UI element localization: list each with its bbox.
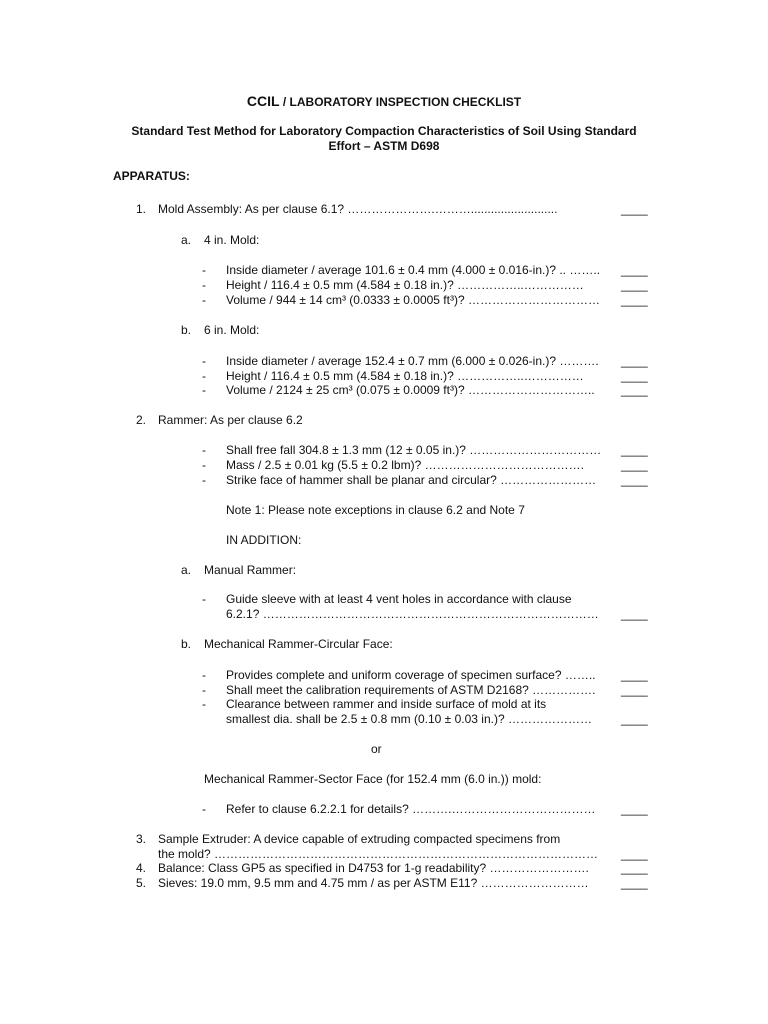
checklist-line — [0, 202, 768, 216]
item-number: b. — [181, 323, 192, 337]
item-text: Sieves: 19.0 mm, 9.5 mm and 4.75 mm / as per ASTM E11? ……………………… — [158, 876, 589, 890]
item-number: a. — [181, 563, 192, 577]
answer-blank: ____ — [621, 876, 648, 890]
bullet-dash: - — [202, 802, 206, 816]
item-text: or — [371, 742, 382, 756]
item-text: Shall free fall 304.8 ± 1.3 mm (12 ± 0.05 in.)? …………………………… — [226, 443, 602, 457]
item-text: Volume / 2124 ± 25 cm³ (0.075 ± 0.0009 ft³)? ………………………….. — [226, 383, 595, 397]
checklist-line — [0, 383, 768, 397]
subtitle-line-2: Effort – ASTM D698 — [328, 139, 440, 153]
checklist-line — [0, 668, 768, 682]
item-text: Height / 116.4 ± 0.5 mm (4.584 ± 0.18 in.)? ……………..…………… — [226, 278, 584, 292]
checklist-line — [0, 772, 768, 786]
bullet-dash: - — [202, 683, 206, 697]
answer-blank: ____ — [621, 668, 648, 682]
checklist-line — [0, 354, 768, 368]
section-heading-apparatus: APPARATUS: — [113, 169, 190, 183]
answer-blank: ____ — [621, 861, 648, 875]
answer-blank: ____ — [621, 802, 648, 816]
checklist-line — [0, 592, 768, 606]
item-text: Mechanical Rammer-Circular Face: — [204, 637, 393, 651]
bullet-dash: - — [202, 354, 206, 368]
bullet-dash: - — [202, 592, 206, 606]
item-text: Mechanical Rammer-Sector Face (for 152.4 mm (6.0 in.)) mold: — [204, 772, 542, 786]
item-number: b. — [181, 637, 192, 651]
checklist-line — [0, 607, 768, 621]
item-text: Height / 116.4 ± 0.5 mm (4.584 ± 0.18 in.)? ……………..…………… — [226, 369, 584, 383]
item-number: 3. — [136, 832, 147, 846]
checklist-line — [0, 712, 768, 726]
answer-blank: ____ — [621, 607, 648, 621]
item-number: 5. — [136, 876, 147, 890]
answer-blank: ____ — [621, 369, 648, 383]
item-text: Refer to clause 6.2.2.1 for details? ……….……………………………… — [226, 802, 596, 816]
item-text: Inside diameter / average 101.6 ± 0.4 mm (4.000 ± 0.016-in.)? .. …….. — [226, 263, 601, 277]
checklist-line — [0, 293, 768, 307]
checklist-line — [0, 832, 768, 846]
answer-blank: ____ — [621, 712, 648, 726]
item-text: Guide sleeve with at least 4 vent holes in accordance with clause — [226, 592, 572, 606]
item-text: Inside diameter / average 152.4 ± 0.7 mm (6.000 ± 0.026-in.)? ………. — [226, 354, 599, 368]
checklist-line — [0, 263, 768, 277]
checklist-line — [0, 847, 768, 861]
title-text: / LABORATORY INSPECTION CHECKLIST — [282, 95, 522, 109]
item-text: Mold Assembly: As per clause 6.1? ………………….……….......................... — [158, 202, 558, 216]
bullet-dash: - — [202, 383, 206, 397]
item-text: Strike face of hammer shall be planar and circular? …………………… — [226, 473, 597, 487]
item-text: Manual Rammer: — [204, 563, 297, 577]
answer-blank: ____ — [621, 683, 648, 697]
answer-blank: ____ — [621, 354, 648, 368]
item-number: 4. — [136, 861, 147, 875]
page-title — [0, 94, 768, 109]
answer-blank: ____ — [621, 473, 648, 487]
bullet-dash: - — [202, 668, 206, 682]
checklist-line — [0, 563, 768, 577]
checklist-line — [0, 861, 768, 875]
item-text: Volume / 944 ± 14 cm³ (0.0333 ± 0.0005 ft³)? …………………………… — [226, 293, 600, 307]
item-text: 6.2.1? ………………………………………………………………………… — [226, 607, 599, 621]
item-text: Mass / 2.5 ± 0.01 kg (5.5 ± 0.2 lbm)? …………………………………. — [226, 458, 584, 472]
item-text: 4 in. Mold: — [204, 233, 260, 247]
item-text: smallest dia. shall be 2.5 ± 0.8 mm (0.10 ± 0.03 in.)? ………………… — [226, 712, 592, 726]
item-text: Note 1: Please note exceptions in clause 6.2 and Note 7 — [226, 503, 525, 517]
item-text: Balance: Class GP5 as specified in D4753 for 1-g readability? ……………………. — [158, 861, 589, 875]
checklist-line — [0, 683, 768, 697]
subtitle-line-1: Standard Test Method for Laboratory Compaction Characteristics of Soil Using Standard — [131, 124, 637, 138]
checklist-line — [0, 473, 768, 487]
checklist-line — [0, 876, 768, 890]
checklist-line — [0, 802, 768, 816]
checklist-line — [0, 503, 768, 517]
org-name: CCIL — [246, 93, 280, 109]
item-number: a. — [181, 233, 192, 247]
bullet-dash: - — [202, 293, 206, 307]
checklist-line — [0, 533, 768, 547]
checklist-line — [0, 323, 768, 337]
item-number: 2. — [136, 413, 147, 427]
checklist-line — [0, 742, 768, 756]
item-text: Rammer: As per clause 6.2 — [158, 413, 303, 427]
answer-blank: ____ — [621, 202, 648, 216]
item-text: Clearance between rammer and inside surface of mold at its — [226, 697, 547, 711]
item-text: the mold? …………………………………………………………………………………… — [158, 847, 599, 861]
item-text: IN ADDITION: — [226, 533, 302, 547]
answer-blank: ____ — [621, 383, 648, 397]
answer-blank: ____ — [621, 847, 648, 861]
answer-blank: ____ — [621, 458, 648, 472]
bullet-dash: - — [202, 697, 206, 711]
bullet-dash: - — [202, 458, 206, 472]
answer-blank: ____ — [621, 293, 648, 307]
item-text: Sample Extruder: A device capable of extruding compacted specimens from — [158, 832, 561, 846]
checklist-line — [0, 458, 768, 472]
answer-blank: ____ — [621, 443, 648, 457]
item-text: 6 in. Mold: — [204, 323, 260, 337]
checklist-line — [0, 443, 768, 457]
item-text: Shall meet the calibration requirements of ASTM D2168? ……………. — [226, 683, 596, 697]
checklist-line — [0, 369, 768, 383]
bullet-dash: - — [202, 369, 206, 383]
answer-blank: ____ — [621, 263, 648, 277]
checklist-line — [0, 637, 768, 651]
bullet-dash: - — [202, 263, 206, 277]
checklist-line — [0, 697, 768, 711]
bullet-dash: - — [202, 473, 206, 487]
bullet-dash: - — [202, 443, 206, 457]
item-number: 1. — [136, 202, 147, 216]
item-text: Provides complete and uniform coverage of specimen surface? …….. — [226, 668, 596, 682]
checklist-line — [0, 233, 768, 247]
checklist-line — [0, 413, 768, 427]
bullet-dash: - — [202, 278, 206, 292]
answer-blank: ____ — [621, 278, 648, 292]
checklist-line — [0, 278, 768, 292]
